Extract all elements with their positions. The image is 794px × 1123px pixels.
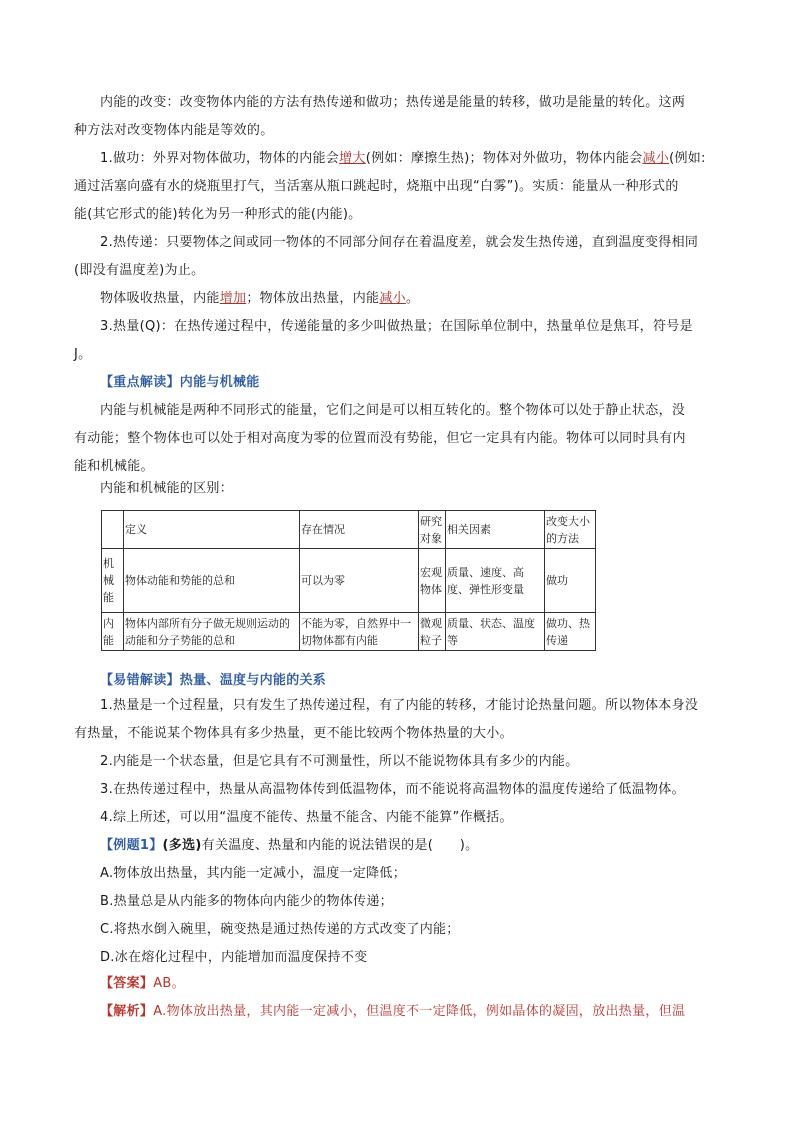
table-cell: 内能 bbox=[102, 613, 124, 651]
option-b: B.热量总是从内能多的物体向内能少的物体传递； bbox=[100, 894, 393, 909]
table-header-cell: 存在情况 bbox=[300, 511, 419, 549]
paragraph-line: 能和机械能。 bbox=[74, 459, 154, 474]
analysis-line bbox=[100, 998, 750, 1026]
text-line: 。 bbox=[405, 291, 420, 306]
paragraph-line: (即没有温度差)为止。 bbox=[74, 263, 205, 278]
text-line: 物体吸收热量，内能 bbox=[100, 291, 220, 306]
table-header-cell bbox=[102, 511, 124, 549]
example-kind: (多选) bbox=[162, 838, 202, 853]
paragraph-internal-energy-change bbox=[74, 89, 724, 117]
paragraph-heat-transfer: 2.热传递：只要物体之间或同一物体的不同部分间存在着温度差，就会发生热传递，直到温度变得相同 bbox=[100, 235, 699, 250]
section-heading-error-reading: 【易错解读】热量、温度与内能的关系 bbox=[100, 673, 327, 688]
underlined-term: 增加 bbox=[219, 291, 247, 306]
table-cell: 质量、速度、高度、弹性形变量 bbox=[446, 549, 545, 613]
paragraph-heat-quantity: 3.热量(Q)：在热传递过程中，传递能量的多少叫做热量；在国际单位制中，热量单位是焦耳，符号是 bbox=[100, 319, 693, 334]
paragraph-point-3: 3.在热传递过程中，热量从高温物体传到低温物体，而不能说将高温物体的温度传递给了低温物体。 bbox=[100, 782, 685, 797]
table-row bbox=[102, 613, 596, 651]
analysis-text: A.物体放出热量，其内能一定减小，但温度不一定降低，例如晶体的凝固，放出热量，但温 bbox=[153, 1004, 686, 1019]
paragraph-line: J。 bbox=[74, 347, 92, 362]
underlined-term: 增大 bbox=[339, 151, 366, 166]
section-heading-key-reading: 【重点解读】内能与机械能 bbox=[100, 375, 260, 390]
text-line: (例如：摩擦生热)；物体对外做功，物体内能会 bbox=[365, 151, 643, 166]
table-cell: 做功、热传递 bbox=[545, 613, 596, 651]
table-header-row bbox=[102, 511, 596, 549]
option-a: A.物体放出热量，其内能一定减小，温度一定降低； bbox=[100, 866, 406, 881]
table-cell: 物体动能和势能的总和 bbox=[124, 549, 300, 613]
table-header-cell: 相关因素 bbox=[446, 511, 545, 549]
table-cell: 做功 bbox=[545, 549, 596, 613]
table-cell: 可以为零 bbox=[300, 549, 419, 613]
paragraph-point-2: 2.内能是一个状态量，但是它具有不可测量性，所以不能说物体具有多少的内能。 bbox=[100, 754, 579, 769]
paragraph-line: 能(其它形式的能)转化为另一种形式的能(内能)。 bbox=[74, 207, 362, 222]
option-c: C.将热水倒入碗里，碗变热是通过热传递的方式改变了内能； bbox=[100, 922, 460, 937]
table-cell: 物体内部所有分子做无规则运动的动能和分子势能的总和 bbox=[124, 613, 300, 651]
paragraph-line: 通过活塞向盛有水的烧瓶里打气，当活塞从瓶口跳起时，烧瓶中出现“白雾”)。实质：能量从一种形式的 bbox=[74, 179, 679, 194]
table-header-cell: 定义 bbox=[124, 511, 300, 549]
comparison-table bbox=[101, 510, 596, 651]
answer-line bbox=[100, 970, 750, 998]
table-row bbox=[102, 549, 596, 613]
table-cell: 微观粒子 bbox=[419, 613, 446, 651]
paragraph-work bbox=[74, 145, 724, 173]
example-question bbox=[100, 832, 750, 860]
answer-text: AB。 bbox=[153, 976, 185, 991]
paragraph-point-4: 4.综上所述，可以用“温度不能传、热量不能含、内能不能算”作概括。 bbox=[100, 810, 513, 825]
table-caption: 内能和机械能的区别： bbox=[100, 481, 234, 496]
table-cell: 机械能 bbox=[102, 549, 124, 613]
table-cell: 宏观物体 bbox=[419, 549, 446, 613]
table-header-cell: 改变大小的方法 bbox=[545, 511, 596, 549]
analysis-tag: 【解析】 bbox=[100, 1004, 154, 1019]
table-cell: 不能为零，自然界中一切物体都有内能 bbox=[300, 613, 419, 651]
example-text: 有关温度、热量和内能的说法错误的是( )。 bbox=[201, 838, 479, 853]
text-line: (例如: bbox=[669, 151, 706, 166]
underlined-term: 减小 bbox=[642, 151, 670, 166]
paragraph-point-1: 1.热量是一个过程量，只有发生了热传递过程，有了内能的转移，才能讨论热量问题。所以物体本身没 bbox=[100, 698, 699, 713]
underlined-term: 减小 bbox=[379, 291, 406, 306]
table-header-cell: 研究对象 bbox=[419, 511, 446, 549]
text-line: 内能的改变：改变物体内能的方法有热传递和做功；热传递是能量的转移，做功是能量的转化。这两 bbox=[100, 95, 686, 110]
answer-tag: 【答案】 bbox=[100, 976, 154, 991]
table-cell: 质量、状态、温度等 bbox=[446, 613, 545, 651]
paragraph-line: 有热量，不能说某个物体具有多少热量，更不能比较两个物体热量的大小。 bbox=[74, 726, 513, 741]
paragraph-line: 有动能；整个物体也可以处于相对高度为零的位置而没有势能，但它一定具有内能。物体可以同时具有内 bbox=[74, 431, 686, 446]
example-tag: 【例题1】 bbox=[100, 838, 163, 853]
text-line: ；物体放出热量，内能 bbox=[246, 291, 380, 306]
option-d: D.冰在熔化过程中，内能增加而温度保持不变 bbox=[100, 950, 368, 965]
paragraph-mechanical-energy: 内能与机械能是两种不同形式的能量，它们之间是可以相互转化的。整个物体可以处于静止状态，没 bbox=[100, 403, 686, 418]
text-line: 1.做功：外界对物体做功，物体的内能会 bbox=[100, 151, 340, 166]
paragraph-line: 种方法对改变物体内能是等效的。 bbox=[74, 123, 274, 138]
paragraph-absorb-release bbox=[74, 285, 724, 313]
